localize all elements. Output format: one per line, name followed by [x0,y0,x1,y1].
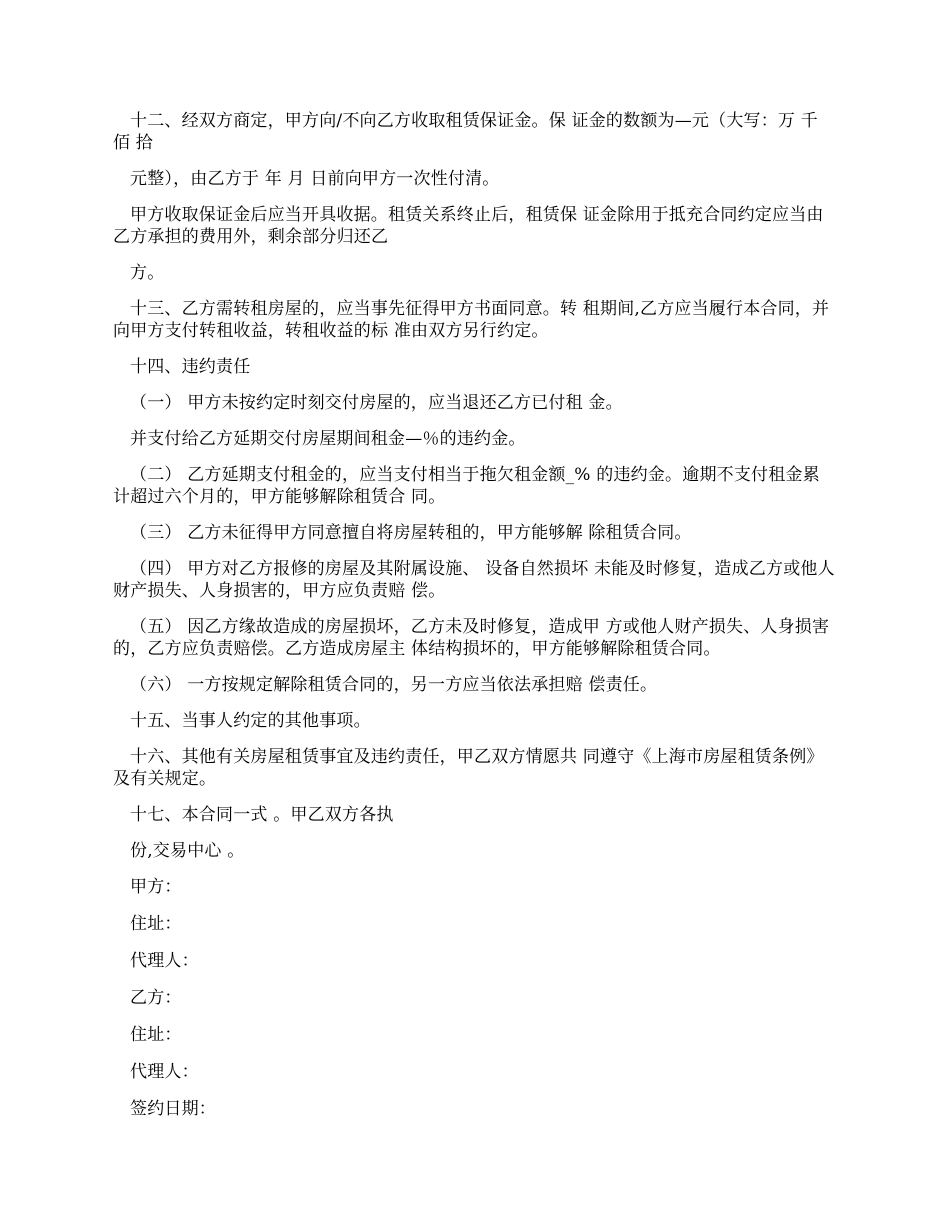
clause-12-continuation: 元整），由乙方于 年 月 日前向甲方一次性付清。 [130,169,500,189]
clause-17-continuation: 份,交易中心 。 [130,841,245,861]
party-b-address-label: 住址： [130,1025,182,1045]
party-a-label: 甲方： [130,877,182,897]
party-b-agent-label: 代理人： [130,1062,199,1082]
clause-14-item-6: （六） 一方按规定解除租赁合同的，另一方应当依法承担赔 偿责任。 [130,675,658,695]
clause-14-item-5: （五） 因乙方缘故造成的房屋损坏，乙方未及时修复，造成甲 方或他人财产损失、人身损害的，乙方应负责赔偿。乙方造成房屋主 体结构损坏的，甲方能够解除租赁合同。 [113,617,830,659]
clause-14-item-1: （一） 甲方未按约定时刻交付房屋的，应当退还乙方已付租 金。 [130,393,623,413]
party-a-agent-label: 代理人： [130,951,199,971]
contract-text [113,110,835,1135]
clause-14-item-1-continuation: 并支付给乙方延期交付房屋期间租金—％的违约金。 [130,429,526,449]
deposit-receipt-continuation: 方。 [130,263,165,283]
clause-14-item-4: （四） 甲方对乙方报修的房屋及其附属设施、 设备自然损坏 未能及时修复，造成乙方或他人财产损失、人身损害的，甲方应负责赔 偿。 [113,559,835,601]
signing-date-label: 签约日期： [130,1099,216,1119]
clause-14-item-2: （二） 乙方延期支付租金的，应当支付相当于拖欠租金额_% 的违约金。逾期不支付租金累计超过六个月的，甲方能够解除租赁合 同。 [113,465,820,507]
clause-15: 十五、当事人约定的其他事项。 [130,711,371,731]
clause-17: 十七、本合同一式 。甲乙双方各执 [130,805,394,825]
clause-14-heading: 十四、违约责任 [130,357,251,377]
clause-14-item-3: （三） 乙方未征得甲方同意擅自将房屋转租的，甲方能够解 除租赁合同。 [130,523,692,543]
clause-12: 十二、经双方商定，甲方向/不向乙方收取租赁保证金。保 证金的数额为—元（大写：万 千 佰 拾 [113,111,818,153]
party-a-address-label: 住址： [130,914,182,934]
party-b-label: 乙方： [130,988,182,1008]
clause-13: 十三、乙方需转租房屋的，应当事先征得甲方书面同意。转 租期间,乙方应当履行本合同，并向甲方支付转租收益，转租收益的标 准由双方另行约定。 [113,299,830,341]
clause-16: 十六、其他有关房屋租赁事宜及违约责任，甲乙双方情愿共 同遵守《上海市房屋租赁条例》及有关规定。 [113,747,824,789]
deposit-receipt-paragraph: 甲方收取保证金后应当开具收据。租赁关系终止后，租赁保 证金除用于抵充合同约定应当由乙方承担的费用外，剩余部分归还乙 [113,205,824,247]
